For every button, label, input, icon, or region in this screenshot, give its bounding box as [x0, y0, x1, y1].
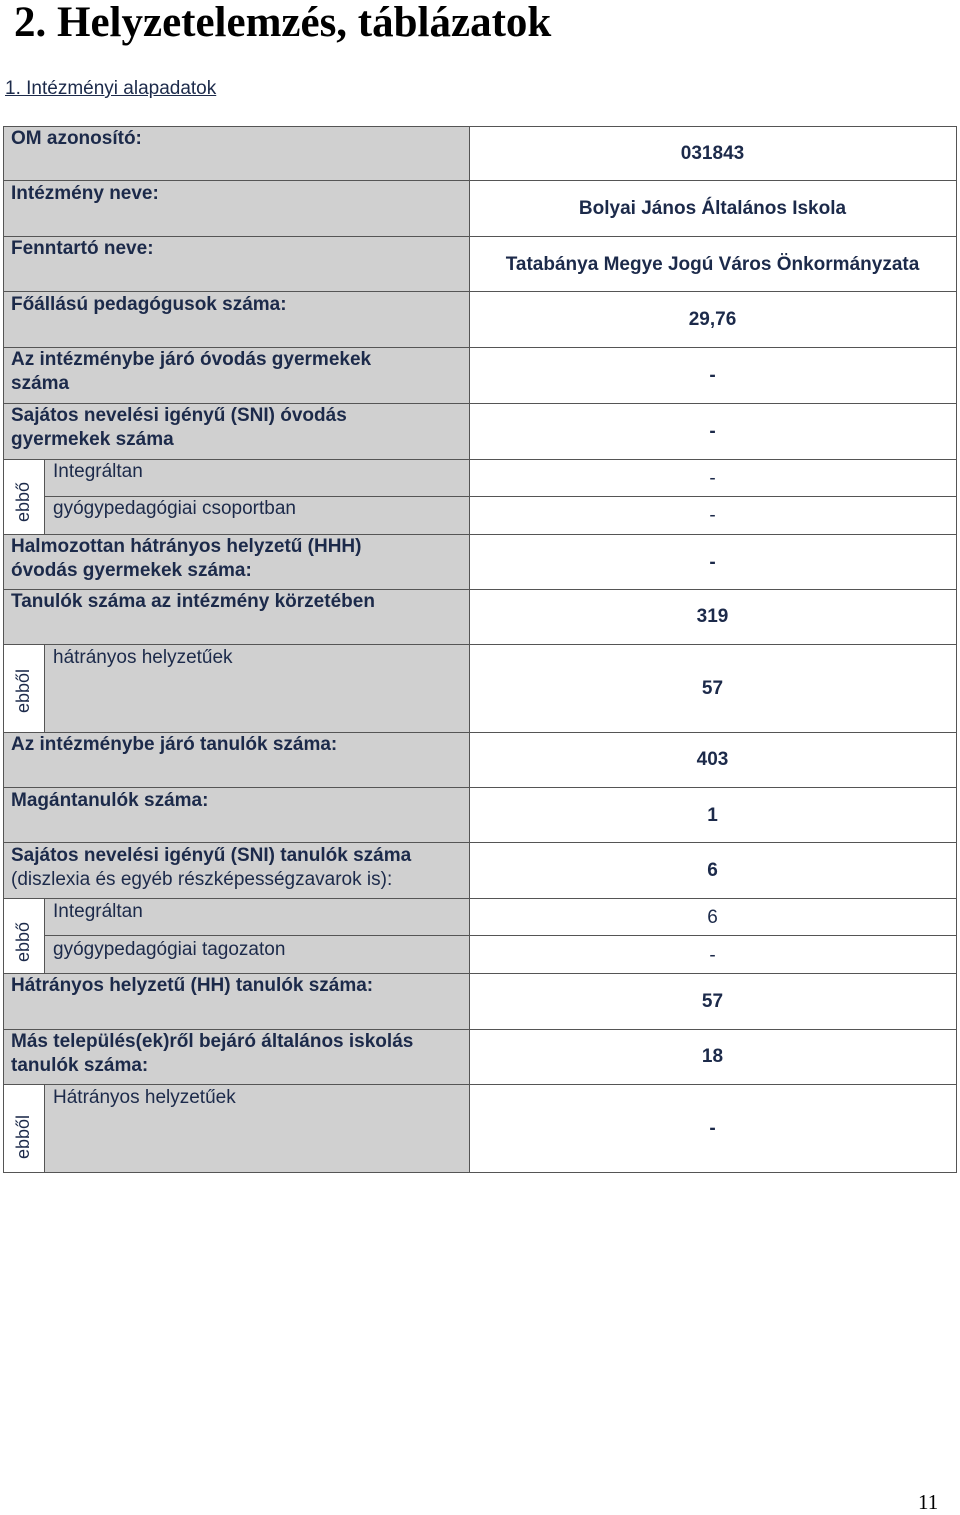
ovodas-value: -	[709, 365, 716, 386]
integraltan-value: -	[709, 468, 716, 489]
page-heading: 2. Helyzetelemzés, táblázatok	[14, 0, 552, 46]
gyogyped-csoport-value: -	[709, 505, 716, 526]
pedagogus-label: Főállású pedagógusok száma:	[11, 294, 287, 315]
hhh-label-1: Halmozottan hátrányos helyzetű (HHH)	[11, 536, 362, 557]
ebbo-label: ebbő	[13, 481, 33, 522]
intezmeny-label: Intézmény neve:	[11, 183, 159, 204]
ebbol-label: ebből	[13, 668, 33, 713]
sni-ovodas-value: -	[709, 421, 716, 442]
integraltan-label: Integráltan	[53, 461, 143, 482]
pedagogus-value: 29,76	[688, 309, 737, 330]
bejaro-label-2: tanulók száma:	[11, 1055, 149, 1076]
integraltan-value: 6	[707, 907, 718, 928]
hhh-label-2: óvodás gyermekek száma:	[11, 560, 252, 581]
integraltan-label: Integráltan	[53, 901, 143, 922]
om-label: OM azonosító:	[11, 128, 142, 149]
sni-tanulo-value: 6	[707, 860, 718, 881]
sni-tanulo-label-2: (diszlexia és egyéb részképességzavarok is):	[11, 869, 393, 890]
ovodas-label-2: száma	[11, 373, 70, 394]
intezmeny-value: Bolyai János Általános Iskola	[578, 198, 847, 219]
sni-ovodas-label-2: gyermekek száma	[11, 429, 174, 450]
hatranyos-value: 57	[701, 678, 724, 699]
hh-label: Hátrányos helyzetű (HH) tanulók száma:	[11, 975, 374, 996]
section-title[interactable]: 1. Intézményi alapadatok	[5, 78, 217, 99]
hatranyos-label: Hátrányos helyzetűek	[53, 1087, 236, 1108]
ebbo-label: ebbő	[13, 921, 33, 962]
tanulok-value: 403	[696, 749, 729, 770]
gyogyped-tagozat-value: -	[709, 945, 716, 966]
gyogyped-tagozat-label: gyógypedagógiai tagozaton	[53, 939, 286, 960]
bejaro-value: 18	[701, 1046, 724, 1067]
fenntarto-value: Tatabánya Megye Jogú Város Önkormányzata	[505, 254, 920, 275]
hatranyos-value: -	[709, 1118, 716, 1139]
ebbol-label: ebből	[13, 1114, 33, 1159]
gyogyped-csoport-label: gyógypedagógiai csoportban	[53, 498, 296, 519]
magan-value: 1	[707, 805, 718, 826]
sni-ovodas-label-1: Sajátos nevelési igényű (SNI) óvodás	[11, 405, 347, 426]
hatranyos-label: hátrányos helyzetűek	[53, 647, 233, 668]
magan-label: Magántanulók száma:	[11, 790, 209, 811]
om-value: 031843	[680, 143, 745, 164]
tanulok-label: Az intézménybe járó tanulók száma:	[11, 734, 338, 755]
fenntarto-label: Fenntartó neve:	[11, 238, 154, 259]
sni-tanulo-label-1: Sajátos nevelési igényű (SNI) tanulók száma	[11, 845, 412, 866]
hhh-value: -	[709, 552, 716, 573]
korzet-value: 319	[696, 606, 729, 627]
bejaro-label-1: Más település(ek)ről bejáró általános iskolás	[11, 1031, 414, 1052]
ovodas-label-1: Az intézménybe járó óvodás gyermekek	[11, 349, 372, 370]
page-number: 11	[918, 1490, 939, 1514]
hh-value: 57	[701, 991, 724, 1012]
korzet-label: Tanulók száma az intézmény körzetében	[11, 591, 375, 612]
